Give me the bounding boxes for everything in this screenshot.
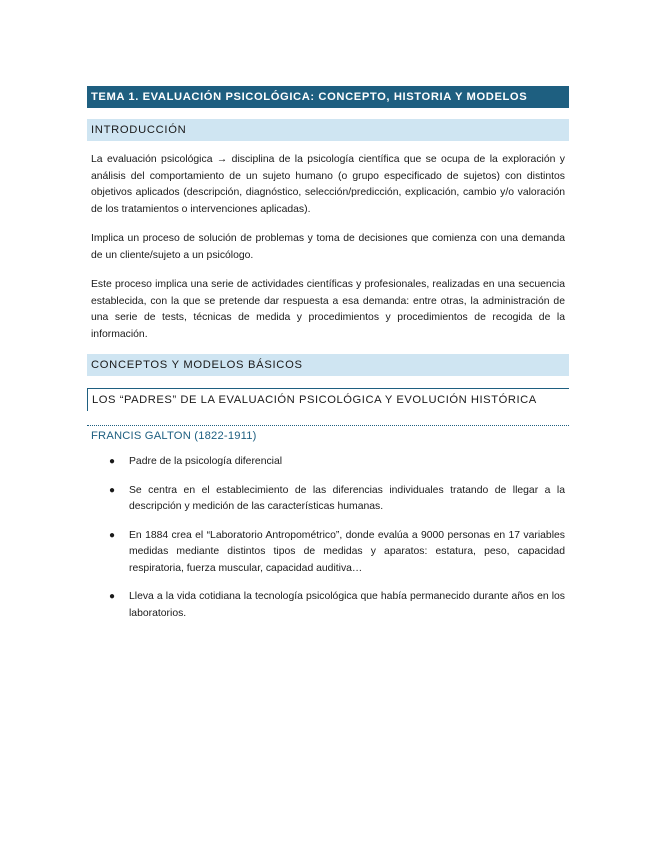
galton-bullet-list	[87, 454, 569, 622]
list-item	[87, 483, 569, 516]
intro-paragraph-2: Implica un proceso de solución de problemas y toma de decisiones que comienza con una demanda de un cliente/sujeto a un psicólogo.	[91, 233, 565, 261]
list-item	[87, 589, 569, 622]
bullet-icon: ●	[109, 591, 116, 602]
list-item-text: Lleva a la vida cotidiana la tecnología psicológica que había permanecido durante años en los laboratorios.	[129, 591, 565, 619]
list-item-text: Se centra en el establecimiento de las diferencias individuales tratando de llegar a la descripción y medición de las características humanas.	[129, 484, 565, 512]
subsection-heading-padres: LOS “PADRES” DE LA EVALUACIÓN PSICOLÓGICA Y EVOLUCIÓN HISTÓRICA	[87, 388, 569, 411]
intro-paragraph-1: La evaluación psicológica → disciplina de la psicología científica que se ocupa de la exploración y análisis del comportamiento de un sujeto humano (o grupo especificado de sujetos) con distintos objetivos aplicados (descripción, diagnóstico, selección/predicción, explicación, cambio y/o valoración de los tratamientos o intervenciones aplicadas).	[91, 154, 565, 215]
bullet-icon: ●	[109, 529, 116, 541]
section-heading-introduccion: INTRODUCCIÓN	[87, 119, 569, 141]
intro-paragraph-3: Este proceso implica una serie de actividades científicas y profesionales, realizadas en una secuencia establecida, con la que se pretende dar respuesta a esa demanda: entre otras, la administración de una serie de tests, técnicas de medida y procedimientos y procedimientos de recogida de la información.	[91, 279, 565, 340]
bullet-icon: ●	[109, 456, 116, 467]
document-title: TEMA 1. EVALUACIÓN PSICOLÓGICA: CONCEPTO, HISTORIA Y MODELOS	[87, 86, 569, 108]
person-heading-galton: FRANCIS GALTON (1822-1911)	[87, 425, 569, 446]
list-item-text: En 1884 crea el “Laboratorio Antropométrico”, donde evalúa a 9000 personas en 17 variables medidas mediante distintos tipos de medidas y aparatos: estatura, peso, capacidad respiratoria, fuerza muscular, capacidad auditiva…	[129, 529, 565, 574]
document-content	[87, 86, 569, 622]
list-item-text: Padre de la psicología diferencial	[129, 456, 283, 467]
list-item	[87, 454, 569, 471]
list-item	[87, 528, 569, 578]
section-heading-conceptos: CONCEPTOS Y MODELOS BÁSICOS	[87, 354, 569, 376]
bullet-icon: ●	[109, 484, 116, 496]
